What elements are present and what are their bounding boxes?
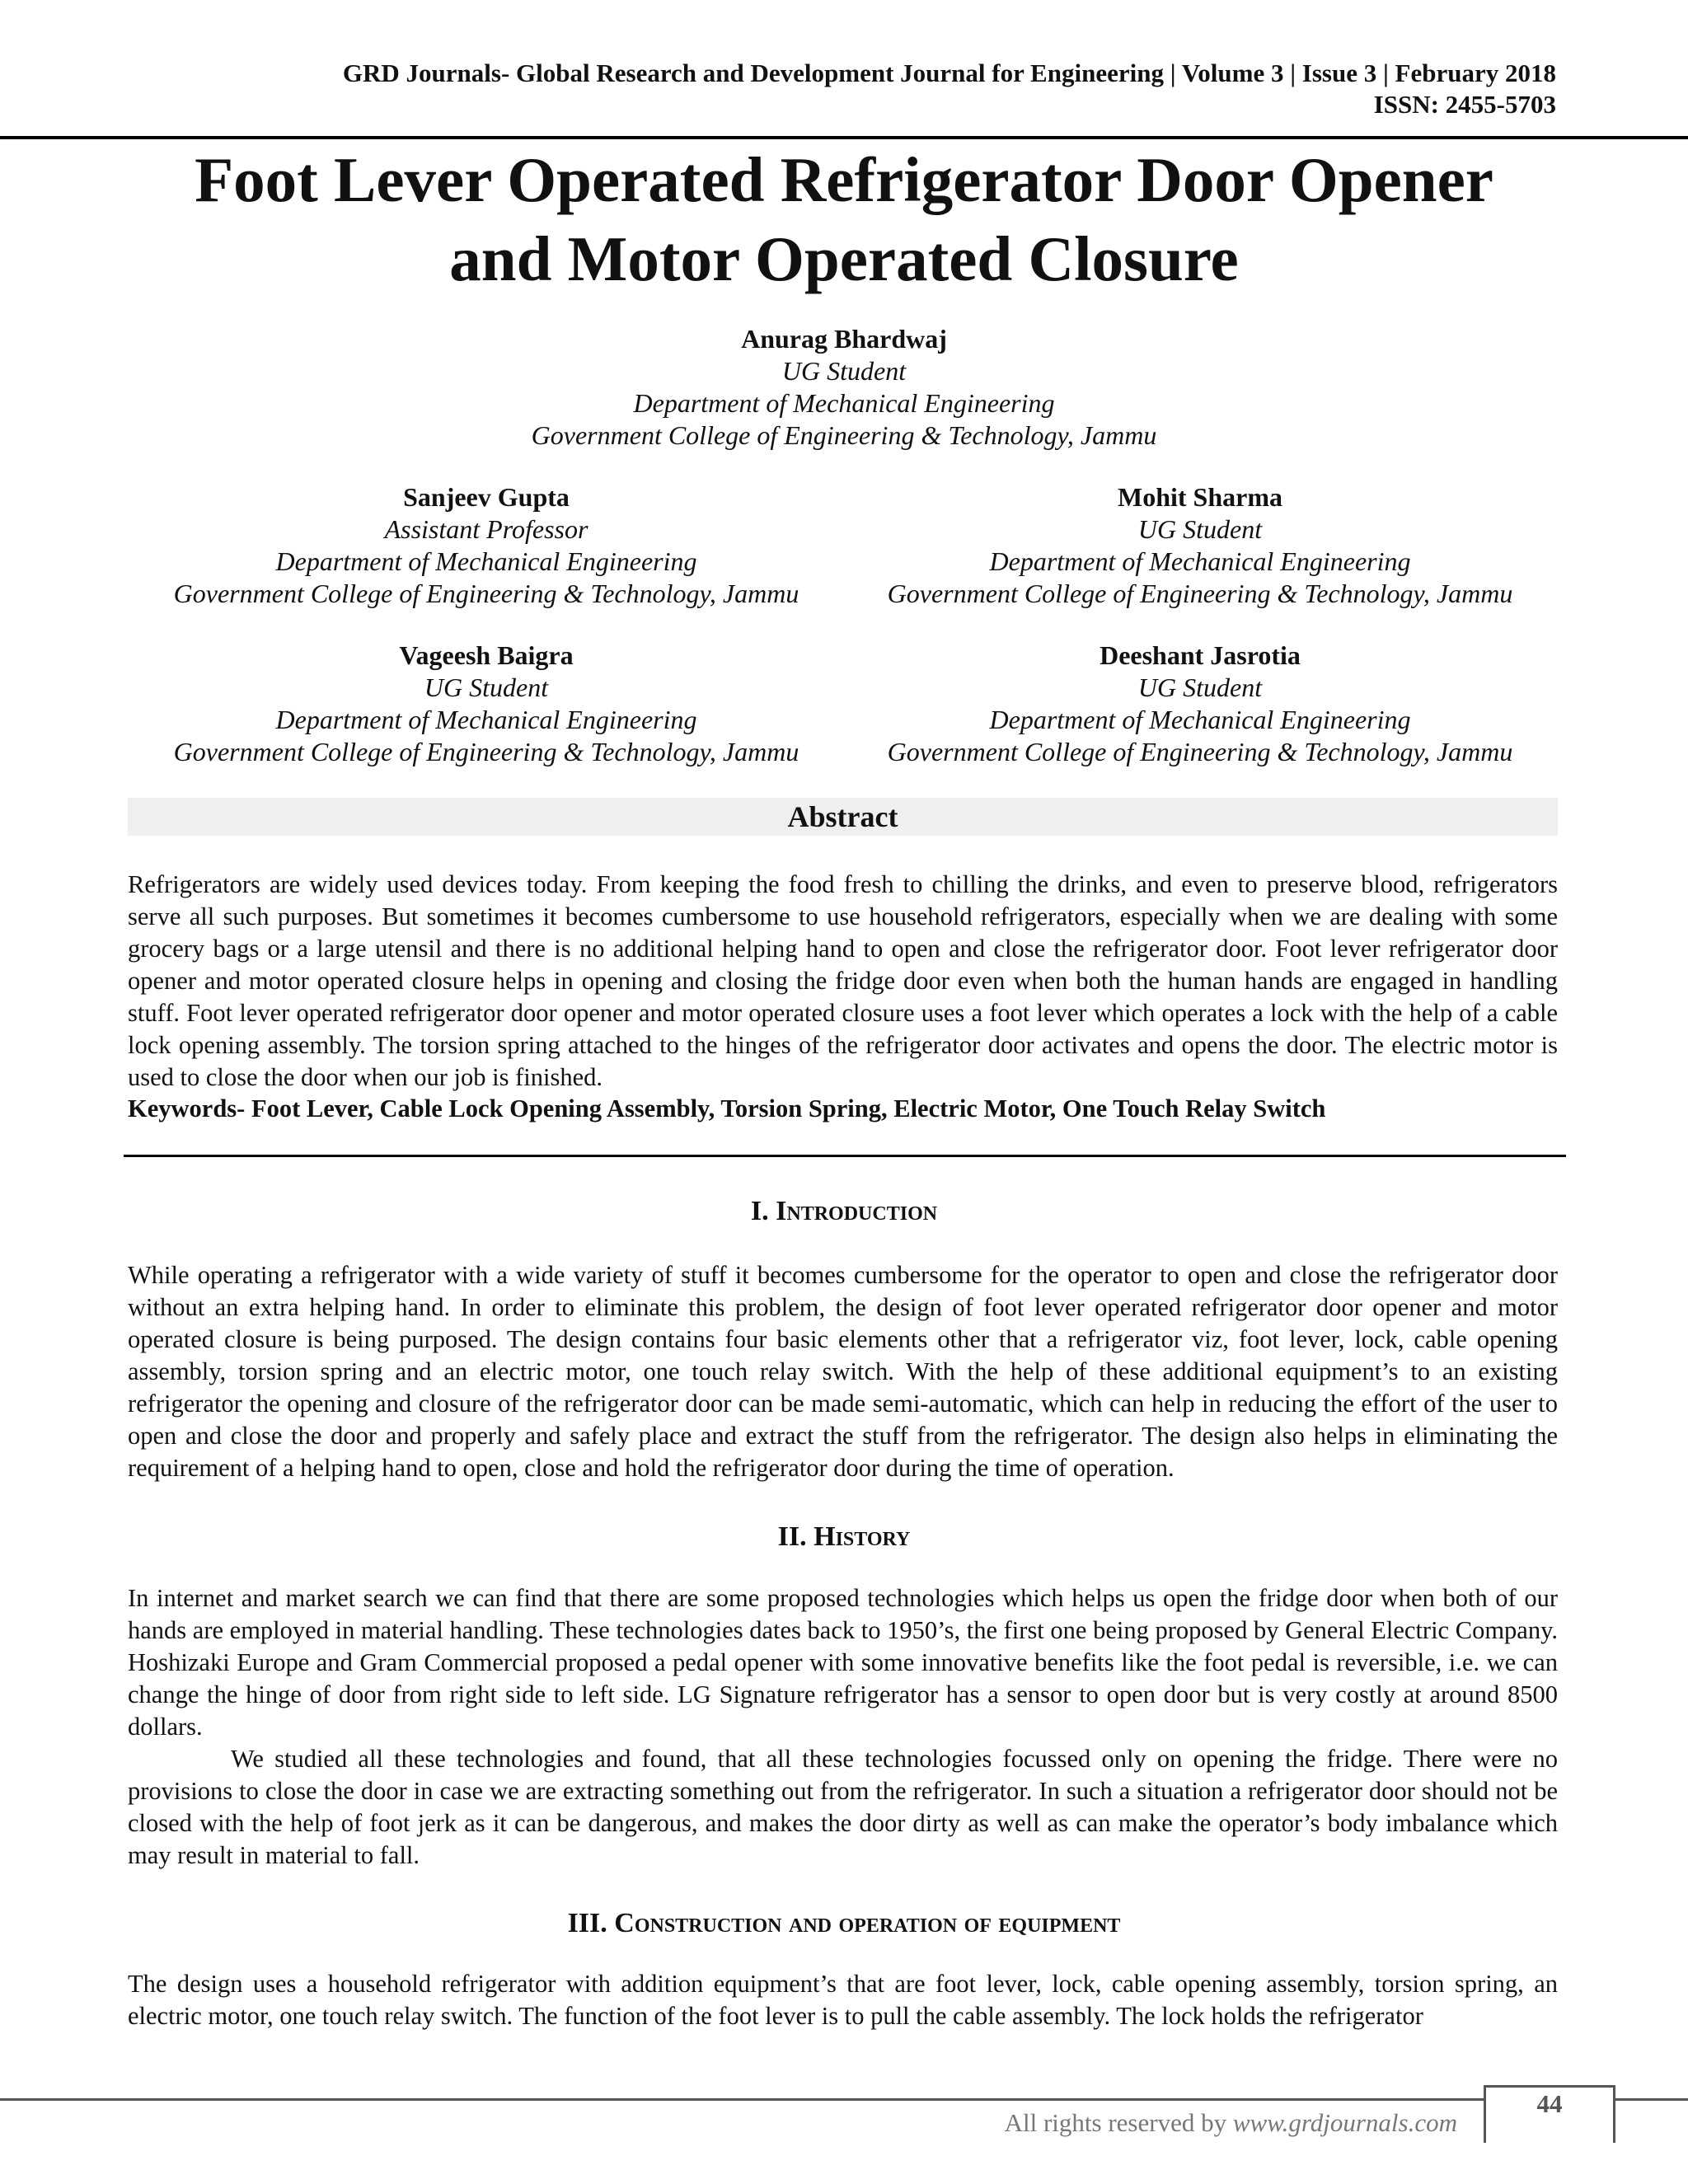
construction-text: The design uses a household refrigerator with addition equipment’s that are foot lever, lock, cable opening assembly, torsion spring, an electric motor, one touch relay switch. The function of the foot lever is to pull the cable assembly. The lock holds the refrigerator (128, 1970, 1558, 2030)
journal-header-line: GRD Journals- Global Research and Development Journal for Engineering | Volume 3 | Issue 3 | February 2018 (342, 59, 1556, 87)
author-role: UG Student (1137, 514, 1263, 544)
paper-title-line-1: Foot Lever Operated Refrigerator Door Opener (195, 144, 1493, 215)
footer-rule-right (1615, 2098, 1688, 2101)
author-role: UG Student (1137, 673, 1263, 702)
section-heading-introduction (0, 1193, 1688, 1230)
header-rule (0, 136, 1688, 139)
author-institution: Government College of Engineering & Technology, Jammu (887, 737, 1513, 766)
history-paragraph-2 (128, 1743, 1558, 1872)
section-title: History (814, 1521, 911, 1552)
footer-rule (0, 2098, 1484, 2101)
author-role: UG Student (424, 673, 549, 702)
author-department: Department of Mechanical Engineering (275, 546, 697, 576)
author-department: Department of Mechanical Engineering (989, 546, 1411, 576)
author-name: Anurag Bhardwaj (741, 324, 947, 354)
abstract-separator (124, 1155, 1566, 1157)
footer-rights (907, 2108, 1457, 2138)
author-name: Deeshant Jasrotia (1100, 640, 1301, 670)
author-department: Department of Mechanical Engineering (989, 705, 1411, 734)
section-title: Introduction (776, 1196, 938, 1226)
author-block (132, 640, 841, 768)
abstract-text: Refrigerators are widely used devices today. From keeping the food fresh to chilling the drinks, and even to preserve blood, refrigerators serve all such purposes. But sometimes it becomes cumbersome to use household refrigerators, especially when we are dealing with some grocery bags or a large utensil and there is no additional helping hand to open and close the refrigerator door. Foot lever refrigerator door opener and motor operated closure helps in opening and closing the fridge door even when both the human hands are engaged in handling stuff. Foot lever operated refrigerator door opener and motor operated closure uses a foot lever which operates a lock with the help of a cable lock opening assembly. The torsion spring attached to the hinges of the refrigerator door activates and opens the door. The electric motor is used to close the door when our job is finished. (128, 870, 1558, 1091)
history-paragraph-2-text: We studied all these technologies and found, that all these technologies focussed only on opening the fridge. There were no provisions to close the door in case we are extracting something out from the refrigerator. In such a situation a refrigerator door should not be closed with the help of foot jerk as it can be dangerous, and makes the door dirty as well as can make the operator’s body imbalance which may result in material to fall. (128, 1745, 1558, 1869)
author-block (846, 481, 1554, 610)
author-institution: Government College of Engineering & Technology, Jammu (173, 579, 799, 608)
section-heading-history (0, 1519, 1688, 1555)
page-number: 44 (1536, 2089, 1563, 2118)
paper-title (0, 140, 1688, 298)
section-number: I. (750, 1196, 769, 1226)
section-number: II. (777, 1521, 807, 1552)
abstract-heading: Abstract (128, 798, 1558, 836)
footer-rights-prefix: All rights reserved by (1004, 2108, 1233, 2137)
author-institution: Government College of Engineering & Technology, Jammu (887, 579, 1513, 608)
author-role: Assistant Professor (384, 514, 588, 544)
journal-header (343, 58, 1556, 120)
author-block (132, 481, 841, 610)
paper-title-line-2: and Motor Operated Closure (449, 223, 1239, 294)
author-department: Department of Mechanical Engineering (633, 388, 1055, 418)
author-institution: Government College of Engineering & Technology, Jammu (173, 737, 799, 766)
section-heading-construction (0, 1905, 1688, 1942)
author-role: UG Student (781, 356, 907, 386)
author-department: Department of Mechanical Engineering (275, 705, 697, 734)
author-block (0, 323, 1688, 452)
issn: ISSN: 2455-5703 (1373, 90, 1556, 119)
history-paragraph-1: In internet and market search we can find that there are some proposed technologies which helps us open the fridge door when both of our hands are employed in material handling. These technologies dates back to 1950’s, the first one being proposed by General Electric Company. Hoshizaki Europe and Gram Commercial proposed a pedal opener with some innovative benefits like the foot pedal is reversible, i.e. we can change the hinge of door from right side to left side. LG Signature refrigerator has a sensor to open door but is very costly at around 8500 dollars. (128, 1584, 1558, 1741)
author-name: Sanjeev Gupta (403, 482, 570, 512)
author-institution: Government College of Engineering & Technology, Jammu (531, 420, 1157, 450)
introduction-text: While operating a refrigerator with a wide variety of stuff it becomes cumbersome for the operator to open and close the refrigerator door without an extra helping hand. In order to eliminate this problem, the design of foot lever operated refrigerator door opener and motor operated closure is being purposed. The design contains four basic elements other that a refrigerator viz, foot lever, lock, cable opening assembly, torsion spring and an electric motor, one touch relay switch. With the help of these additional equipment’s to an existing refrigerator the opening and closure of the refrigerator door can be made semi-automatic, which can help in reducing the effort of the user to open and close the door and properly and safely place and extract the stuff from the refrigerator. The design also helps in eliminating the requirement of a helping hand to open, close and hold the refrigerator door during the time of operation. (128, 1261, 1558, 1482)
author-name: Vageesh Baigra (399, 640, 574, 670)
footer-site: www.grdjournals.com (1232, 2108, 1457, 2137)
author-name: Mohit Sharma (1118, 482, 1282, 512)
section-title: Construction and operation of equipment (614, 1908, 1121, 1938)
section-number: III. (567, 1908, 607, 1938)
keywords: Keywords- Foot Lever, Cable Lock Opening Assembly, Torsion Spring, Electric Motor, One Touch Relay Switch (128, 1094, 1326, 1122)
author-block (846, 640, 1554, 768)
